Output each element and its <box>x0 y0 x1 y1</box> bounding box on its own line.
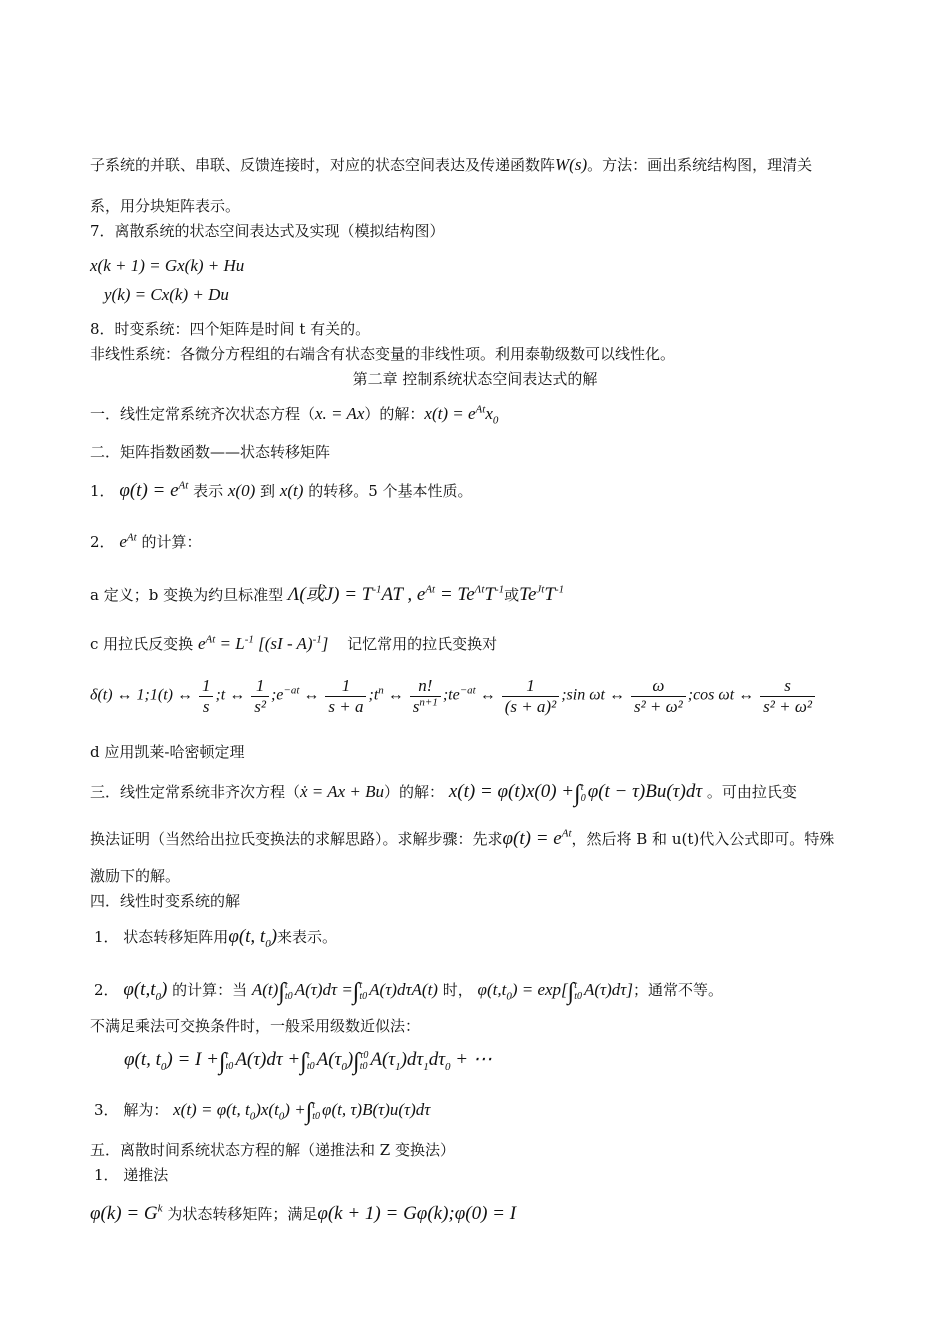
math-part: A(τ)dτA(t) <box>369 980 438 999</box>
sup: n+1 <box>419 695 438 708</box>
sub: 0 <box>445 1060 451 1073</box>
integral-limits <box>285 980 293 1002</box>
math-part: A(τ)dτ = <box>294 980 353 999</box>
math-part: ) <box>346 1049 354 1070</box>
lower-limit: t0 <box>284 991 293 1003</box>
math <box>448 781 703 807</box>
math-part: A(τ <box>370 1049 396 1070</box>
fraction <box>325 676 366 716</box>
math <box>503 828 572 849</box>
sup: -1 <box>372 583 382 596</box>
text: 2． <box>90 533 115 551</box>
math <box>198 634 328 653</box>
integral-limits <box>574 980 582 1002</box>
integral-limits <box>312 1100 320 1122</box>
math-part: ↔ <box>387 686 404 704</box>
sup: Λt <box>474 583 485 596</box>
math-part: ;sin ωt ↔ <box>561 686 625 704</box>
denominator: s² <box>254 696 266 716</box>
section-4-series-intro: 不满足乘法可交换条件时，一般采用级数近似法： <box>90 1017 421 1035</box>
integral-sign: ∫ <box>300 1049 307 1075</box>
text: 或 <box>504 586 520 604</box>
integral-limits <box>360 1050 369 1072</box>
section-5-recurrence <box>90 1203 920 1226</box>
section-3-line-2 <box>90 828 920 851</box>
sub: 0 <box>492 414 499 427</box>
sup: -1 <box>244 633 254 646</box>
section-4-item-2 <box>94 978 920 1007</box>
math-part: = L <box>219 634 245 653</box>
math <box>123 979 168 1003</box>
math-part: A(t) <box>251 980 279 999</box>
item-8-text: 8．时变系统：四个矩阵是时间 t 有关的。 <box>90 320 371 338</box>
math: ẋ = Ax + Bu <box>300 782 385 801</box>
numerator: s <box>760 676 815 697</box>
numerator: 1 <box>251 676 269 697</box>
lower-limit: t0 <box>359 1060 368 1072</box>
equation-discrete-state: x(k + 1) = Gx(k) + Hu <box>90 256 245 275</box>
text: 的计算： <box>141 533 202 551</box>
fraction <box>502 676 560 716</box>
text: 三．线性定常系统非齐次方程（ <box>90 783 301 801</box>
sup: -1 <box>494 583 505 596</box>
math-part: φ(k) = G <box>90 1203 158 1224</box>
integral-limits <box>359 980 367 1002</box>
math-part: ) <box>270 926 278 947</box>
chapter-title: 第二章 控制系统状态空间表达式的解 <box>352 370 598 388</box>
sup: At <box>561 827 572 840</box>
denominator: (s + a)² <box>504 696 557 716</box>
upper-limit: t <box>284 980 288 992</box>
integral-sign: ∫ <box>305 1099 313 1125</box>
math-part: ;t <box>368 686 379 704</box>
section-2-heading: 二．矩阵指数函数——状态转移矩阵 <box>90 443 331 461</box>
sup: -1 <box>312 633 322 646</box>
math-part: ;t ↔ <box>215 686 246 704</box>
math-part: φ(t,t <box>477 980 507 999</box>
math-part: = Te <box>439 584 475 605</box>
text: 1． 状态转移矩阵用 <box>94 928 229 946</box>
sup: At <box>205 633 216 646</box>
lower-limit: 0 <box>580 792 586 804</box>
math-part: φ(t, t <box>228 926 266 947</box>
text: 。方法：画出系统结构图，理清关 <box>587 156 813 174</box>
math <box>477 979 634 1005</box>
sup: At <box>126 531 137 544</box>
sup: −at <box>459 684 476 697</box>
numerator: 1 <box>502 676 560 697</box>
math: φ(k + 1) = Gφ(k);φ(0) = I <box>317 1203 517 1224</box>
paragraph-line-2: 系，用分块矩阵表示。 <box>90 197 241 215</box>
text: ）的解： <box>364 405 425 423</box>
text: 为状态转移矩阵；满足 <box>167 1205 318 1223</box>
series-equation <box>124 1048 920 1077</box>
math-part: ;e <box>270 686 284 704</box>
equation-discrete-output: y(k) = Cx(k) + Du <box>104 285 229 304</box>
sup: Jt <box>536 583 545 596</box>
sub: 0 <box>506 990 512 1003</box>
integral-sign: ∫ <box>218 1049 226 1075</box>
section-1-line <box>90 403 920 427</box>
denominator: s + a <box>328 696 364 716</box>
section-3-line-3: 激励下的解。 <box>90 867 181 885</box>
fraction <box>760 676 815 716</box>
denominator <box>410 697 441 717</box>
math-part: ] <box>321 634 329 653</box>
denominator: s <box>202 696 210 716</box>
section-5-item-1: 1． 递推法 <box>94 1166 169 1184</box>
math-part: Te <box>519 584 537 605</box>
math-part: φ(t, τ)B(τ)u(τ)dτ <box>322 1100 431 1119</box>
section-4-item-3 <box>94 1098 920 1127</box>
text: 到 <box>260 482 276 500</box>
math-part: T <box>484 584 495 605</box>
integral-sign: ∫ <box>353 1049 360 1075</box>
math-part: T <box>544 584 555 605</box>
math-part: ↔ <box>303 686 320 704</box>
math-part: A(τ <box>316 1049 342 1070</box>
math <box>90 1203 163 1224</box>
fraction <box>631 676 686 716</box>
integral-sign: ∫ <box>567 979 575 1005</box>
section-2-item-2 <box>90 532 920 552</box>
text: 的转移。5 个基本性质。 <box>308 482 473 500</box>
text: 记忆常用的拉氏变换对 <box>347 635 498 653</box>
math-part: + ⋯ <box>455 1049 492 1070</box>
math <box>288 584 504 605</box>
line-d-cayley-hamilton: d 应用凯莱-哈密顿定理 <box>90 743 245 761</box>
sup: k <box>157 1202 163 1215</box>
numerator: 1 <box>325 676 366 697</box>
math-part: ;te <box>442 686 460 704</box>
text: 3． <box>94 1101 119 1119</box>
sup: At <box>425 583 436 596</box>
math-part: φ(t) = e <box>502 828 562 849</box>
lower-limit: t0 <box>359 991 368 1003</box>
math-part: s <box>412 696 420 716</box>
math <box>424 403 499 427</box>
math <box>228 926 278 950</box>
math-part: ) <box>160 979 168 1000</box>
denominator: s² + ω² <box>633 696 683 716</box>
upper-limit: τ0 <box>359 1049 369 1061</box>
sub: 1 <box>395 1060 401 1073</box>
integral-sign: ∫ <box>278 979 285 1005</box>
text: 。可由拉氏变 <box>706 783 797 801</box>
math-part: φ(t − τ)Bu(τ)dτ <box>587 781 703 802</box>
math-part: x(t) = e <box>424 404 476 423</box>
math-part: [(sI - A) <box>258 634 313 653</box>
paragraph-line-1 <box>90 155 920 175</box>
math <box>519 584 564 605</box>
math <box>119 480 188 501</box>
section-4-heading: 四．线性时变系统的解 <box>90 892 241 910</box>
integral-limits <box>581 782 586 804</box>
math-transfer-matrix: W(s) <box>555 155 588 174</box>
sub: 0 <box>265 937 271 950</box>
sub: 1 <box>423 1060 429 1073</box>
lower-limit: t0 <box>574 991 583 1003</box>
sup: n <box>378 684 384 697</box>
sup: −at <box>283 684 300 697</box>
text: c 用拉氏反变换 <box>90 635 194 653</box>
text: 来表示。 <box>277 928 338 946</box>
math-part: ) = I + <box>166 1049 219 1070</box>
integral-sign: ∫ <box>352 979 360 1005</box>
integral-limits <box>226 1050 234 1072</box>
sup: At <box>178 479 189 492</box>
math: x. = Ax <box>315 404 365 423</box>
math-part: ;cos ωt ↔ <box>687 686 755 704</box>
lower-limit: t0 <box>312 1111 321 1123</box>
upper-limit: t <box>359 980 363 992</box>
text: 表示 <box>193 482 224 500</box>
math-part: AT , e <box>381 584 426 605</box>
integral-sign: ∫ <box>574 781 581 807</box>
upper-limit: t <box>225 1049 229 1061</box>
math-part: x(t) = φ(t)x(0) + <box>448 781 575 802</box>
item-7-heading: 7．离散系统的状态空间表达式及实现（模拟结构图） <box>90 222 445 240</box>
fraction <box>410 676 441 716</box>
fraction <box>199 676 214 716</box>
math <box>251 979 438 1005</box>
math-part: e <box>197 634 206 653</box>
math-part: ) + <box>284 1100 306 1119</box>
line-a-definition <box>90 584 920 607</box>
numerator: ω <box>631 676 686 697</box>
section-5-heading: 五．离散时间系统状态方程的解（递推法和 Z 变换法） <box>90 1141 455 1159</box>
upper-limit: t <box>580 781 584 793</box>
text: ，然后将 B 和 u(t)代入公式即可。特殊 <box>571 830 835 848</box>
math-part: δ(t) ↔ 1;1(t) ↔ <box>90 686 193 704</box>
numerator: n! <box>410 676 441 697</box>
integral-limits <box>307 1050 315 1072</box>
math-part: Λ(或J) = T <box>287 584 373 605</box>
text: 子系统的并联、串联、反馈连接时，对应的状态空间表达及传递函数阵 <box>90 156 556 174</box>
sup: At <box>475 403 486 416</box>
laplace-pairs <box>90 676 940 716</box>
math-part: e <box>119 532 127 551</box>
line-c-laplace <box>90 634 920 654</box>
text: 换法证明（当然给出拉氏变换法的求解思路）。求解步骤：先求 <box>90 830 503 848</box>
lower-limit: t0 <box>225 1060 234 1072</box>
math <box>119 532 136 551</box>
math-part: )x(t <box>255 1100 279 1119</box>
sub: 0 <box>341 1060 347 1073</box>
math-part: x <box>485 404 493 423</box>
math-part: dτ <box>428 1049 446 1070</box>
lower-limit: t0 <box>306 1060 315 1072</box>
numerator: 1 <box>199 676 214 697</box>
sub: 0 <box>249 1110 256 1123</box>
math-part: ↔ <box>479 686 496 704</box>
text: 解为： <box>123 1101 169 1119</box>
section-4-item-1 <box>94 926 920 949</box>
sub: 0 <box>278 1110 285 1123</box>
text: 2． <box>94 981 119 999</box>
denominator: s² + ω² <box>763 696 812 716</box>
sub: 0 <box>160 1060 167 1073</box>
upper-limit: t <box>312 1100 316 1112</box>
math-part: φ(t) = e <box>119 480 179 501</box>
section-3-line-1 <box>90 780 920 809</box>
text: a 定义；b 变换为约旦标准型 <box>90 586 284 604</box>
upper-limit: t <box>574 980 578 992</box>
text: 的计算：当 <box>172 981 248 999</box>
upper-limit: t <box>306 1049 310 1061</box>
math-part: A(τ)dτ] <box>584 980 634 999</box>
section-2-item-1 <box>90 480 920 503</box>
math-part: φ(t, t <box>124 1049 161 1070</box>
math-part: ) = exp[ <box>511 980 568 999</box>
text: ）的解： <box>384 783 445 801</box>
fraction <box>251 676 269 716</box>
text: 时， <box>442 981 473 999</box>
math-part: )dτ <box>400 1049 424 1070</box>
math-part: A(τ)dτ + <box>235 1049 301 1070</box>
text: ；通常不等。 <box>633 981 724 999</box>
math-part: x(t) = φ(t, t <box>173 1100 250 1119</box>
text: 一．线性定常系统齐次状态方程（ <box>90 405 316 423</box>
math: x(t) <box>279 481 304 500</box>
math: x(0) <box>227 481 256 500</box>
text: 1． <box>90 482 115 500</box>
math-part: φ(t,t <box>123 979 156 1000</box>
sup: -1 <box>554 583 565 596</box>
nonlinear-text: 非线性系统：各微分方程组的右端含有状态变量的非线性项。利用泰勒级数可以线性化。 <box>90 345 676 363</box>
math <box>173 1099 431 1125</box>
sub: 0 <box>155 990 161 1003</box>
